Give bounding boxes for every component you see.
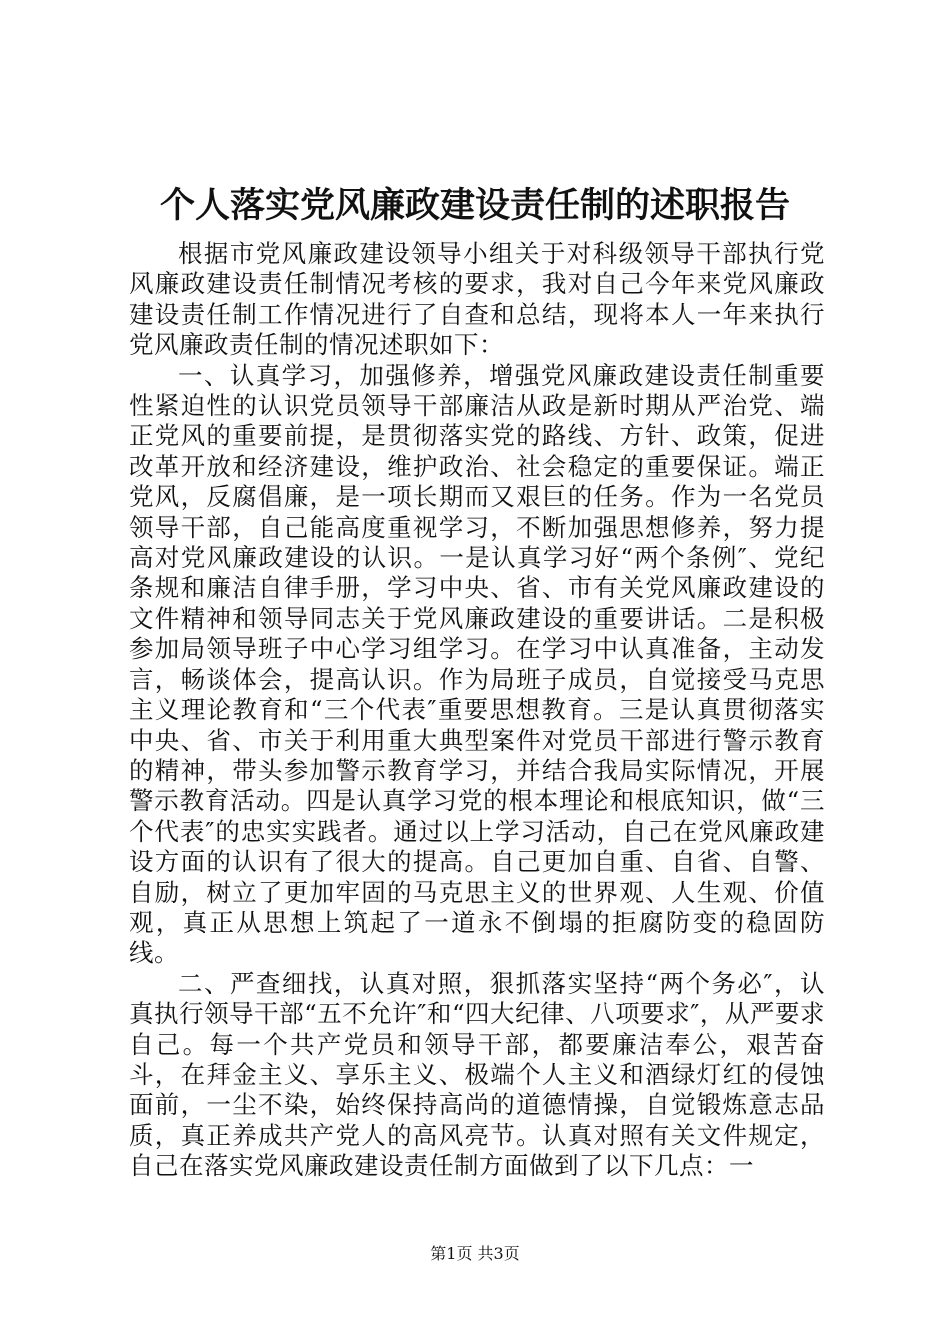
paragraph-section-1: 一、认真学习，加强修养，增强党风廉政建设责任制重要性紧迫性的认识党员领导干部廉洁从政是新时期从严治党、端正党风的重要前提，是贯彻落实党的路线、方针、政策，促进改革开放和经济建设，维护政治、社会稳定的重要保证。端正党风，反腐倡廉，是一项长期而又艰巨的任务。作为一名党员领导干部，自己能高度重视学习，不断加强思想修养，努力提高对党风廉政建设的认识。一是认真学习好“两个条例″、党纪条规和廉洁自律手册，学习中央、省、市有关党风廉政建设的文件精神和领导同志关于党风廉政建设的重要讲话。二是积极参加局领导班子中心学习组学习。在学习中认真准备，主动发言，畅谈体会，提高认识。作为局班子成员，自觉接受马克思主义理论教育和“三个代表″重要思想教育。三是认真贯彻落实中央、省、市关于利用重大典型案件对党员干部进行警示教育的精神，带头参加警示教育学习，并结合我局实际情况，开展警示教育活动。四是认真学习党的根本理论和根底知识，做“三个代表″的忠实实践者。通过以上学习活动，自己在党风廉政建设方面的认识有了很大的提高。自己更加自重、自省、自警、自励，树立了更加牢固的马克思主义的世界观、人生观、价值观，真正从思想上筑起了一道永不倒塌的拒腐防变的稳固防线。 [129,360,825,968]
paragraph-section-2: 二、严查细找，认真对照，狠抓落实坚持“两个务必″，认真执行领导干部“五不允许″和“四大纪律、八项要求″，从严要求自己。每一个共产党员和领导干部，都要廉洁奉公，艰苦奋斗，在拜金主义、享乐主义、极端个人主义和酒绿灯红的侵蚀面前，一尘不染，始终保持高尚的道德情操，自觉锻炼意志品质，真正养成共产党人的高风亮节。认真对照有关文件规定，自己在落实党风廉政建设责任制方面做到了以下几点：一 [129,968,825,1181]
page-footer [0,1244,950,1264]
page-number: 第1页 共3页 [430,1244,520,1263]
document-body [129,239,825,1182]
paragraph-intro: 根据市党风廉政建设领导小组关于对科级领导干部执行党风廉政建设责任制情况考核的要求，我对自己今年来党风廉政建设责任制工作情况进行了自查和总结，现将本人一年来执行党风廉政责任制的情况述职如下： [129,239,825,360]
document-title: 个人落实党风廉政建设责任制的述职报告 [159,185,790,226]
